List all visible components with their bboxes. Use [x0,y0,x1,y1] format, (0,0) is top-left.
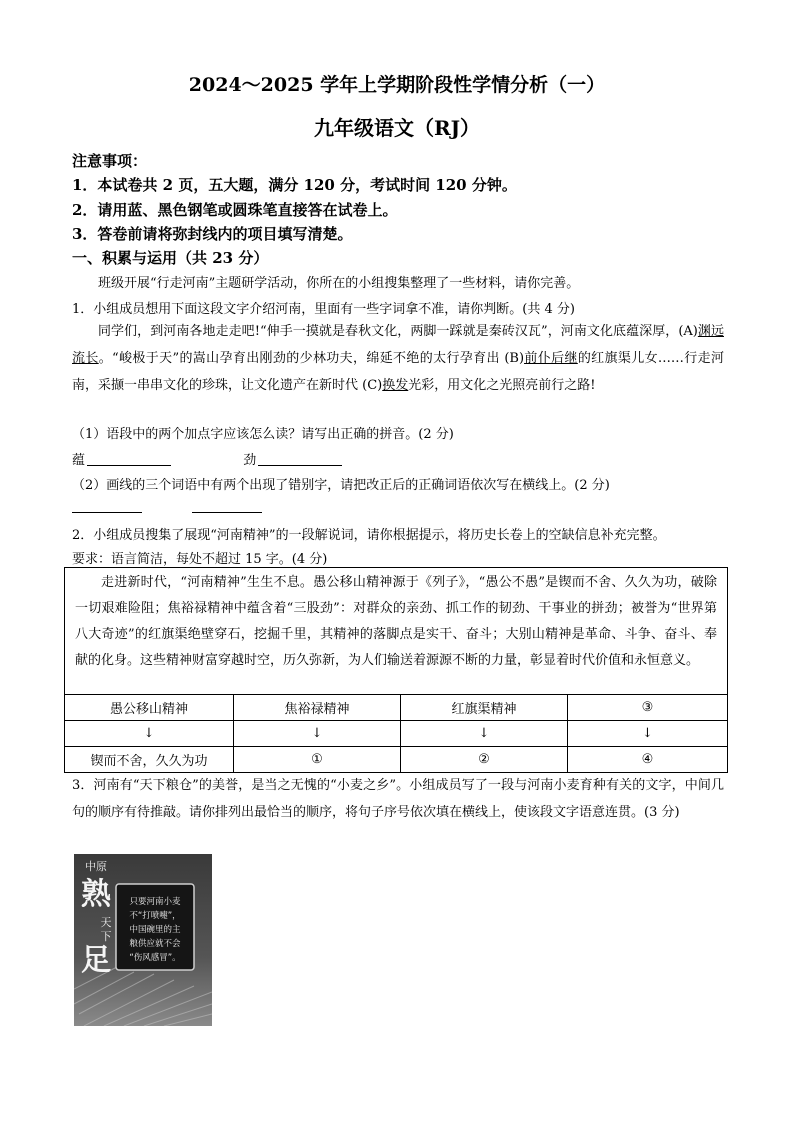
poster-small-1: 天 [100,916,112,929]
arrow-down-icon: ↓ [234,721,401,747]
q1-passage-c: 的红旗渠儿女……行走河南，采撷一串串文化的珍珠，让文化遗产在新时代 (C) [72,351,724,393]
poster-line-3: 中国碗里的主 [129,925,181,935]
notice-item-2: 2．请用蓝、黑色钢笔或圆珠笔直接答在试卷上。 [72,201,398,219]
correction-blank-1[interactable] [72,498,142,513]
q2-stem: 2．小组成员搜集了展现“河南精神”的一段解说词，请你根据提示，将历史长卷上的空缺信息补充完整。 [72,528,666,543]
q3-stem: 3．河南有“天下粮仓”的美誉，是当之无愧的“小麦之乡”。小组成员写了一段与河南小麦育种有关的文字，中间几句的顺序有待推敲。请你排列出最恰当的顺序，将句子序号依次填在横线上，使该段文字语意连贯。(3 分) [72,778,724,820]
table-blank-4[interactable]: ④ [568,747,728,773]
notice-heading: 注意事项： [72,152,148,170]
q2-requirement: 要求：语言简洁，每处不超过 15 字。(4 分) [72,552,328,567]
q1-char-2: 劲 [243,453,257,468]
table-blank-1[interactable]: ① [234,747,401,773]
section-heading: 一、积累与运用（共 23 分） [72,249,269,267]
q1-term-c: 换发 [382,378,409,393]
q1-answer-row [72,498,262,515]
q2-passage: 走进新时代，“河南精神”生生不息。愚公移山精神源于《列子》，“愚公不愚”是锲而不舍、久久为功，破除一切艰难险阻；焦裕禄精神中蕴含着“三股劲”：对群众的亲劲、抓工作的韧劲、干事业的拼劲；被誉为“世界第八大奇迹”的红旗渠绝壁穿石，挖掘千里，其精神的落脚点是实干、奋斗；大别山精神是革命、斗争、奋斗、奉献的化身。这些精神财富穿越时空，历久弥新，为人们输送着源源不断的力量，彰显着时代价值和永恒意义。 [75,575,717,668]
exam-subtitle: 九年级语文（RJ） [313,116,481,140]
history-scroll-table [64,694,728,773]
notice-item-3: 3．答卷前请将弥封线内的项目填写清楚。 [72,225,353,243]
q1-sub2: （2）画线的三个词语中有两个出现了错别字，请把改正后的正确词语依次写在横线上。(2 分) [72,478,610,493]
exam-title: 2024～2025 学年上学期阶段性学情分析（一） [188,74,606,96]
q1-term-b: 前仆后继 [524,351,578,366]
q1-passage-b: 。“峻极于天”的嵩山孕育出刚劲的少林功夫，绵延不绝的太行孕育出 (B) [98,351,525,366]
poster-big-2: 足 [81,943,111,978]
pinyin-blank-2[interactable] [258,451,342,466]
poster-line-2: 不“打喷嚏”， [129,911,181,921]
q2-passage-box [64,567,728,695]
table-row [65,721,728,747]
pinyin-blank-1[interactable] [87,451,171,466]
table-row [65,695,728,721]
q1-pinyin-row [72,449,342,468]
q1-passage [72,318,724,399]
q1-passage-a: 同学们，到河南各地走走吧!“伸手一摸就是春秋文化，两脚一踩就是秦砖汉瓦”，河南文化底蕴深厚，(A) [98,324,698,339]
q1-passage-d: 光彩，用文化之光照亮前行之路! [408,378,596,393]
arrow-down-icon: ↓ [401,721,568,747]
poster-top: 中原 [85,860,107,873]
poster-line-1: 只要河南小麦 [129,897,181,907]
wheat-poster-image [74,854,212,1026]
poster-small-2: 下 [100,930,112,943]
arrow-down-icon: ↓ [65,721,234,747]
notice-item-1: 1．本试卷共 2 页，五大题，满分 120 分，考试时间 120 分钟。 [72,176,517,194]
table-blank-2[interactable]: ② [401,747,568,773]
poster-big-1: 熟 [81,877,111,912]
arrow-down-icon: ↓ [568,721,728,747]
table-header: 焦裕禄精神 [234,695,401,721]
table-cell: 锲而不舍，久久为功 [65,747,234,773]
q1-term-a: 渊远流长 [72,324,724,366]
table-row [65,747,728,773]
poster-line-5: “伤风感冒”。 [129,953,181,963]
q1-sub1: （1）语段中的两个加点字应该怎么读？请写出正确的拼音。(2 分) [72,427,454,442]
correction-blank-2[interactable] [192,498,262,513]
table-header: 愚公移山精神 [65,695,234,721]
table-header: 红旗渠精神 [401,695,568,721]
q1-stem: 1．小组成员想用下面这段文字介绍河南，里面有一些字词拿不准，请你判断。(共 4 分) [72,302,575,317]
section-intro: 班级开展“行走河南”主题研学活动，你所在的小组搜集整理了一些材料，请你完善。 [98,276,580,291]
table-blank-3[interactable]: ③ [568,695,728,721]
poster-line-4: 粮供应就不会 [129,939,181,949]
q1-char-1: 蕴 [72,453,86,468]
